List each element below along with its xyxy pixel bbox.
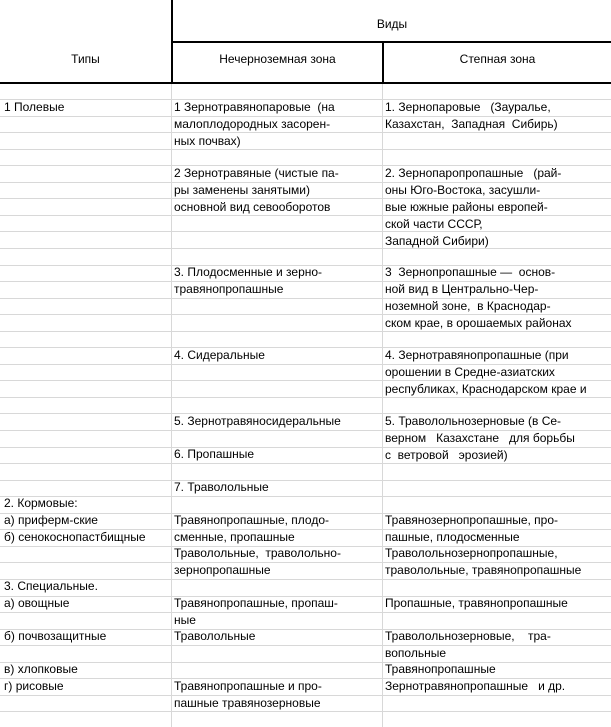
grid-row-line	[0, 496, 611, 497]
steppe-cell: 2. Зернопаропропашные (рай- оны Юго-Востока, засушли- вые южные районы европей- ской части СССР, Западной Сибири)	[385, 166, 562, 248]
header-rule-middle	[171, 41, 611, 43]
type-fodder-hay: б) сенокоснопастбищные	[4, 530, 146, 544]
grid-column-line	[171, 84, 172, 727]
grid-column-line	[382, 84, 383, 727]
nonchernozem-cell: Траволольные	[174, 629, 256, 643]
type-soil-protective: б) почвозащитные	[4, 629, 107, 643]
type-field: 1 Полевые	[4, 100, 65, 114]
steppe-cell: Травянопропашные	[385, 662, 496, 676]
header-rule-bottom	[0, 82, 611, 84]
steppe-cell: Травянозернопропашные, про- пашные, плодосменные	[385, 513, 559, 544]
header-nonchernozem: Нечерноземная зона	[219, 52, 336, 66]
steppe-cell: Траволольнозерновые, тра- вопольные	[385, 629, 551, 660]
steppe-cell: Пропашные, травянопропашные	[385, 596, 568, 610]
steppe-cell: Зернотравянопропашные и др.	[385, 679, 566, 693]
nonchernozem-cell: 6. Пропашные	[174, 447, 255, 461]
header-types: Типы	[71, 52, 100, 66]
nonchernozem-cell: 3. Плодосменные и зерно- травянопропашные	[174, 265, 323, 296]
steppe-cell: 1. Зернопаровые (Зауралье, Казахстан, Западная Сибирь)	[385, 100, 558, 131]
steppe-cell: 4. Зернотравянопропашные (при орошении в Средне-азиатских республиках, Краснодарском крае и	[385, 348, 587, 396]
nonchernozem-cell: 1 Зернотравянопаровые (на малоплодородных засорен- ных почвах)	[174, 100, 335, 148]
nonchernozem-cell: 7. Траволольные	[174, 480, 269, 494]
nonchernozem-cell: 5. Зернотравяносидеральные	[174, 414, 341, 428]
type-special: 3. Специальные.	[4, 579, 98, 593]
grid-row-line	[0, 662, 611, 663]
nonchernozem-cell: Траволольные, траволольно- зернопропашные	[174, 546, 341, 577]
nonchernozem-cell: Травянопропашные, пропаш- ные	[174, 596, 338, 627]
steppe-cell: 3 Зернопропашные — основ- ной вид в Центрально-Чер- ноземной зоне, в Краснодар- ском крае, в орошаемых районах	[385, 265, 572, 330]
type-fodder: 2. Кормовые:	[4, 496, 78, 510]
header-steppe: Степная зона	[459, 52, 536, 66]
type-fodder-farm: а) приферм-ские	[4, 513, 98, 527]
type-rice: г) рисовые	[4, 679, 64, 693]
header-kinds: Виды	[376, 17, 408, 31]
type-cotton: в) хлопковые	[4, 662, 78, 676]
nonchernozem-cell: Травянопропашные, плодо- сменные, пропашные	[174, 513, 329, 544]
nonchernozem-cell: 2 Зернотравяные (чистые па- ры заменены занятыми) основной вид севооборотов	[174, 166, 339, 214]
steppe-cell: Траволольнозернопропашные, траволольные, травянопропашные	[385, 546, 582, 577]
type-vegetable: а) овощные	[4, 596, 70, 610]
steppe-cell: 5. Траволольнозерновые (в Се- верном Казахстане для борьбы с ветровой эрозией)	[385, 414, 575, 462]
nonchernozem-cell: Травянопропашные и про- пашные травянозерновые	[174, 679, 322, 710]
grid-row-line	[0, 480, 611, 481]
nonchernozem-cell: 4. Сидеральные	[174, 348, 265, 362]
